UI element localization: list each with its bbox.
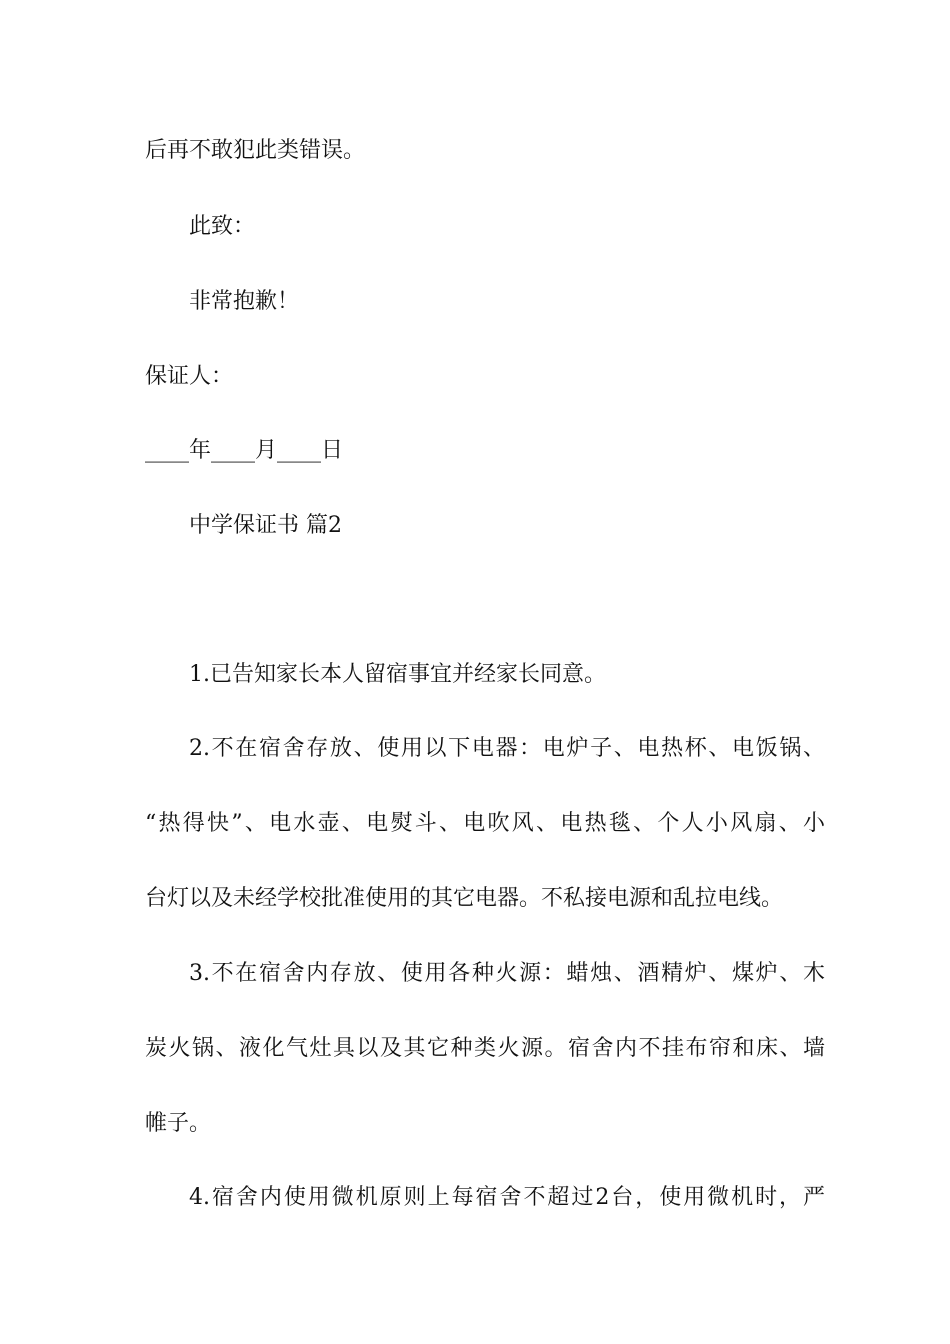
rule-2-line-2: “热得快”、电水壶、电熨斗、电吹风、电热毯、个人小风扇、小 xyxy=(145,811,825,836)
rule-2-line-1: 2.不在宿舍存放、使用以下电器：电炉子、电热杯、电饭锅、 xyxy=(189,736,825,761)
paragraph-line: 后再不敢犯此类错误。 xyxy=(145,138,366,163)
rule-3-line-2: 炭火锅、液化气灶具以及其它种类火源。宿舍内不挂布帘和床、墙 xyxy=(145,1036,825,1061)
section-heading: 中学保证书 篇2 xyxy=(189,513,342,538)
rule-2-line-3: 台灯以及未经学校批准使用的其它电器。不私接电源和乱拉电线。 xyxy=(145,886,784,911)
apology-line: 非常抱歉！ xyxy=(189,289,300,314)
date-line: ____年____月____日 xyxy=(145,438,344,463)
rule-3-line-3: 帷子。 xyxy=(145,1111,212,1136)
closing-salutation: 此致： xyxy=(189,214,256,239)
rule-1: 1.已告知家长本人留宿事宜并经家长同意。 xyxy=(189,662,606,687)
guarantor-label: 保证人： xyxy=(145,364,234,389)
rule-4-line-1: 4.宿舍内使用微机原则上每宿舍不超过2台，使用微机时，严 xyxy=(189,1185,825,1210)
rule-3-line-1: 3.不在宿舍内存放、使用各种火源：蜡烛、酒精炉、煤炉、木 xyxy=(189,961,825,986)
